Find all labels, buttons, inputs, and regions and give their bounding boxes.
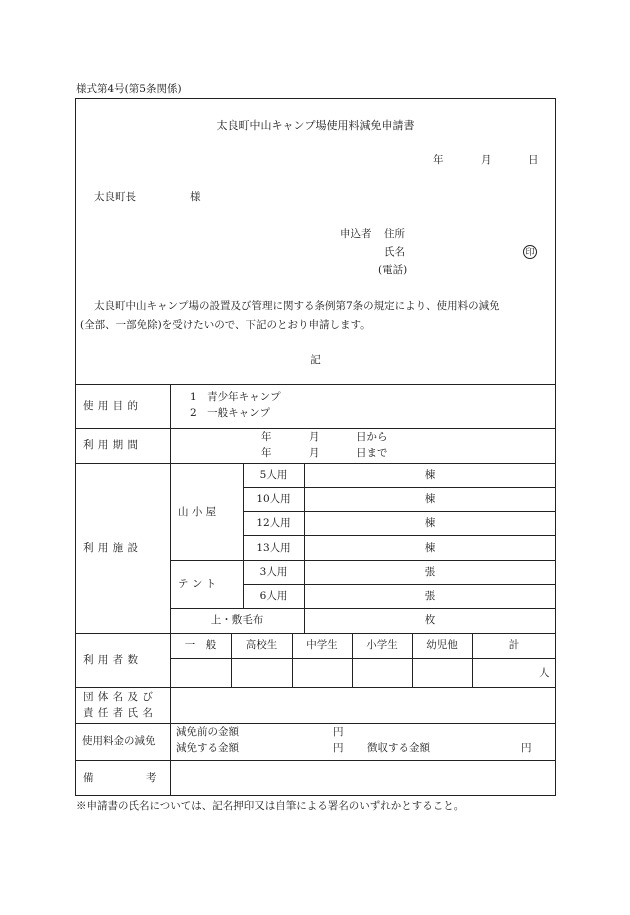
body-text-line1: 太良町中山キャンプ場の設置及び管理に関する条例第7条の規定により、使用料の減免 <box>94 300 500 312</box>
applicant-address-label: 住所 <box>384 228 405 240</box>
applicant-label: 申込者 <box>340 228 372 240</box>
ki-heading: 記 <box>310 354 321 366</box>
tent-unit-6: 張 <box>424 590 436 602</box>
cabin-unit-13: 棟 <box>424 542 436 554</box>
period-from-day: 日から <box>356 431 388 443</box>
cabin-unit-12: 棟 <box>424 517 436 529</box>
cabin-type-13: 13人用 <box>256 542 291 554</box>
period-to-month: 月 <box>309 447 320 459</box>
group-label-line2: 責 任 者 氏 名 <box>83 707 154 719</box>
cabin-unit-5: 棟 <box>424 469 436 481</box>
period-from-year: 年 <box>261 431 272 443</box>
tent-unit-3: 張 <box>424 566 436 578</box>
cabin-label: 山 小 屋 <box>178 506 217 518</box>
tent-type-6: 6人用 <box>259 590 288 602</box>
date-year: 年 <box>433 154 444 166</box>
users-label: 利 用 者 数 <box>83 654 139 666</box>
users-total-unit: 人 <box>539 667 550 679</box>
fee-before-label: 減免前の金額 <box>176 726 239 738</box>
period-label: 利 用 期 間 <box>83 439 139 451</box>
addressee-honorific: 様 <box>190 191 201 203</box>
tent-label: テ ン ト <box>178 578 217 590</box>
fee-reduction-yen: 円 <box>333 742 344 754</box>
date-day: 日 <box>528 154 539 166</box>
users-header-middleschool: 中学生 <box>306 639 338 651</box>
period-to-year: 年 <box>261 447 272 459</box>
purpose-option-1: 1 青少年キャンプ <box>190 391 281 403</box>
fee-collect-label: 徴収する金額 <box>367 742 430 754</box>
cabin-type-5: 5人用 <box>259 469 288 481</box>
users-header-total: 計 <box>508 639 520 651</box>
remarks-label: 備 考 <box>83 772 157 784</box>
users-header-infant: 幼児他 <box>426 639 458 651</box>
group-label-line1: 団 体 名 及 び <box>83 691 154 703</box>
fee-reduction-label: 減免する金額 <box>176 742 239 754</box>
bedding-unit: 枚 <box>424 614 436 626</box>
cabin-unit-10: 棟 <box>424 493 436 505</box>
period-from-month: 月 <box>309 431 320 443</box>
cabin-type-12: 12人用 <box>256 517 291 529</box>
tent-type-3: 3人用 <box>259 566 288 578</box>
users-header-highschool: 高校生 <box>245 639 278 651</box>
cabin-type-10: 10人用 <box>256 493 291 505</box>
fee-collect-yen: 円 <box>521 742 532 754</box>
form-number: 様式第4号(第5条関係) <box>76 83 182 95</box>
bedding-label: 上・敷毛布 <box>210 614 264 626</box>
form-title: 太良町中山キャンプ場使用料減免申請書 <box>216 119 415 132</box>
period-to-day: 日まで <box>356 447 388 459</box>
purpose-label: 使 用 目 的 <box>83 400 139 412</box>
applicant-phone-label: (電話) <box>378 264 408 276</box>
purpose-option-2: 2 一般キャンプ <box>190 407 271 419</box>
footnote: ※申請書の氏名については、記名押印又は自筆による署名のいずれかとすること。 <box>76 800 465 812</box>
fee-label: 使用料金の減免 <box>82 735 156 747</box>
facilities-label: 利 用 施 設 <box>83 542 139 554</box>
date-month: 月 <box>481 154 492 166</box>
applicant-name-label: 氏名 <box>384 246 405 258</box>
users-header-general: 一 般 <box>184 639 217 651</box>
seal-mark: 印 <box>523 245 537 259</box>
users-header-elementary: 小学生 <box>366 639 398 651</box>
addressee-name: 太良町長 <box>94 191 136 203</box>
fee-before-yen: 円 <box>333 726 344 738</box>
body-text-line2: (全部、一部免除)を受けたいので、下記のとおり申請します。 <box>80 319 371 331</box>
